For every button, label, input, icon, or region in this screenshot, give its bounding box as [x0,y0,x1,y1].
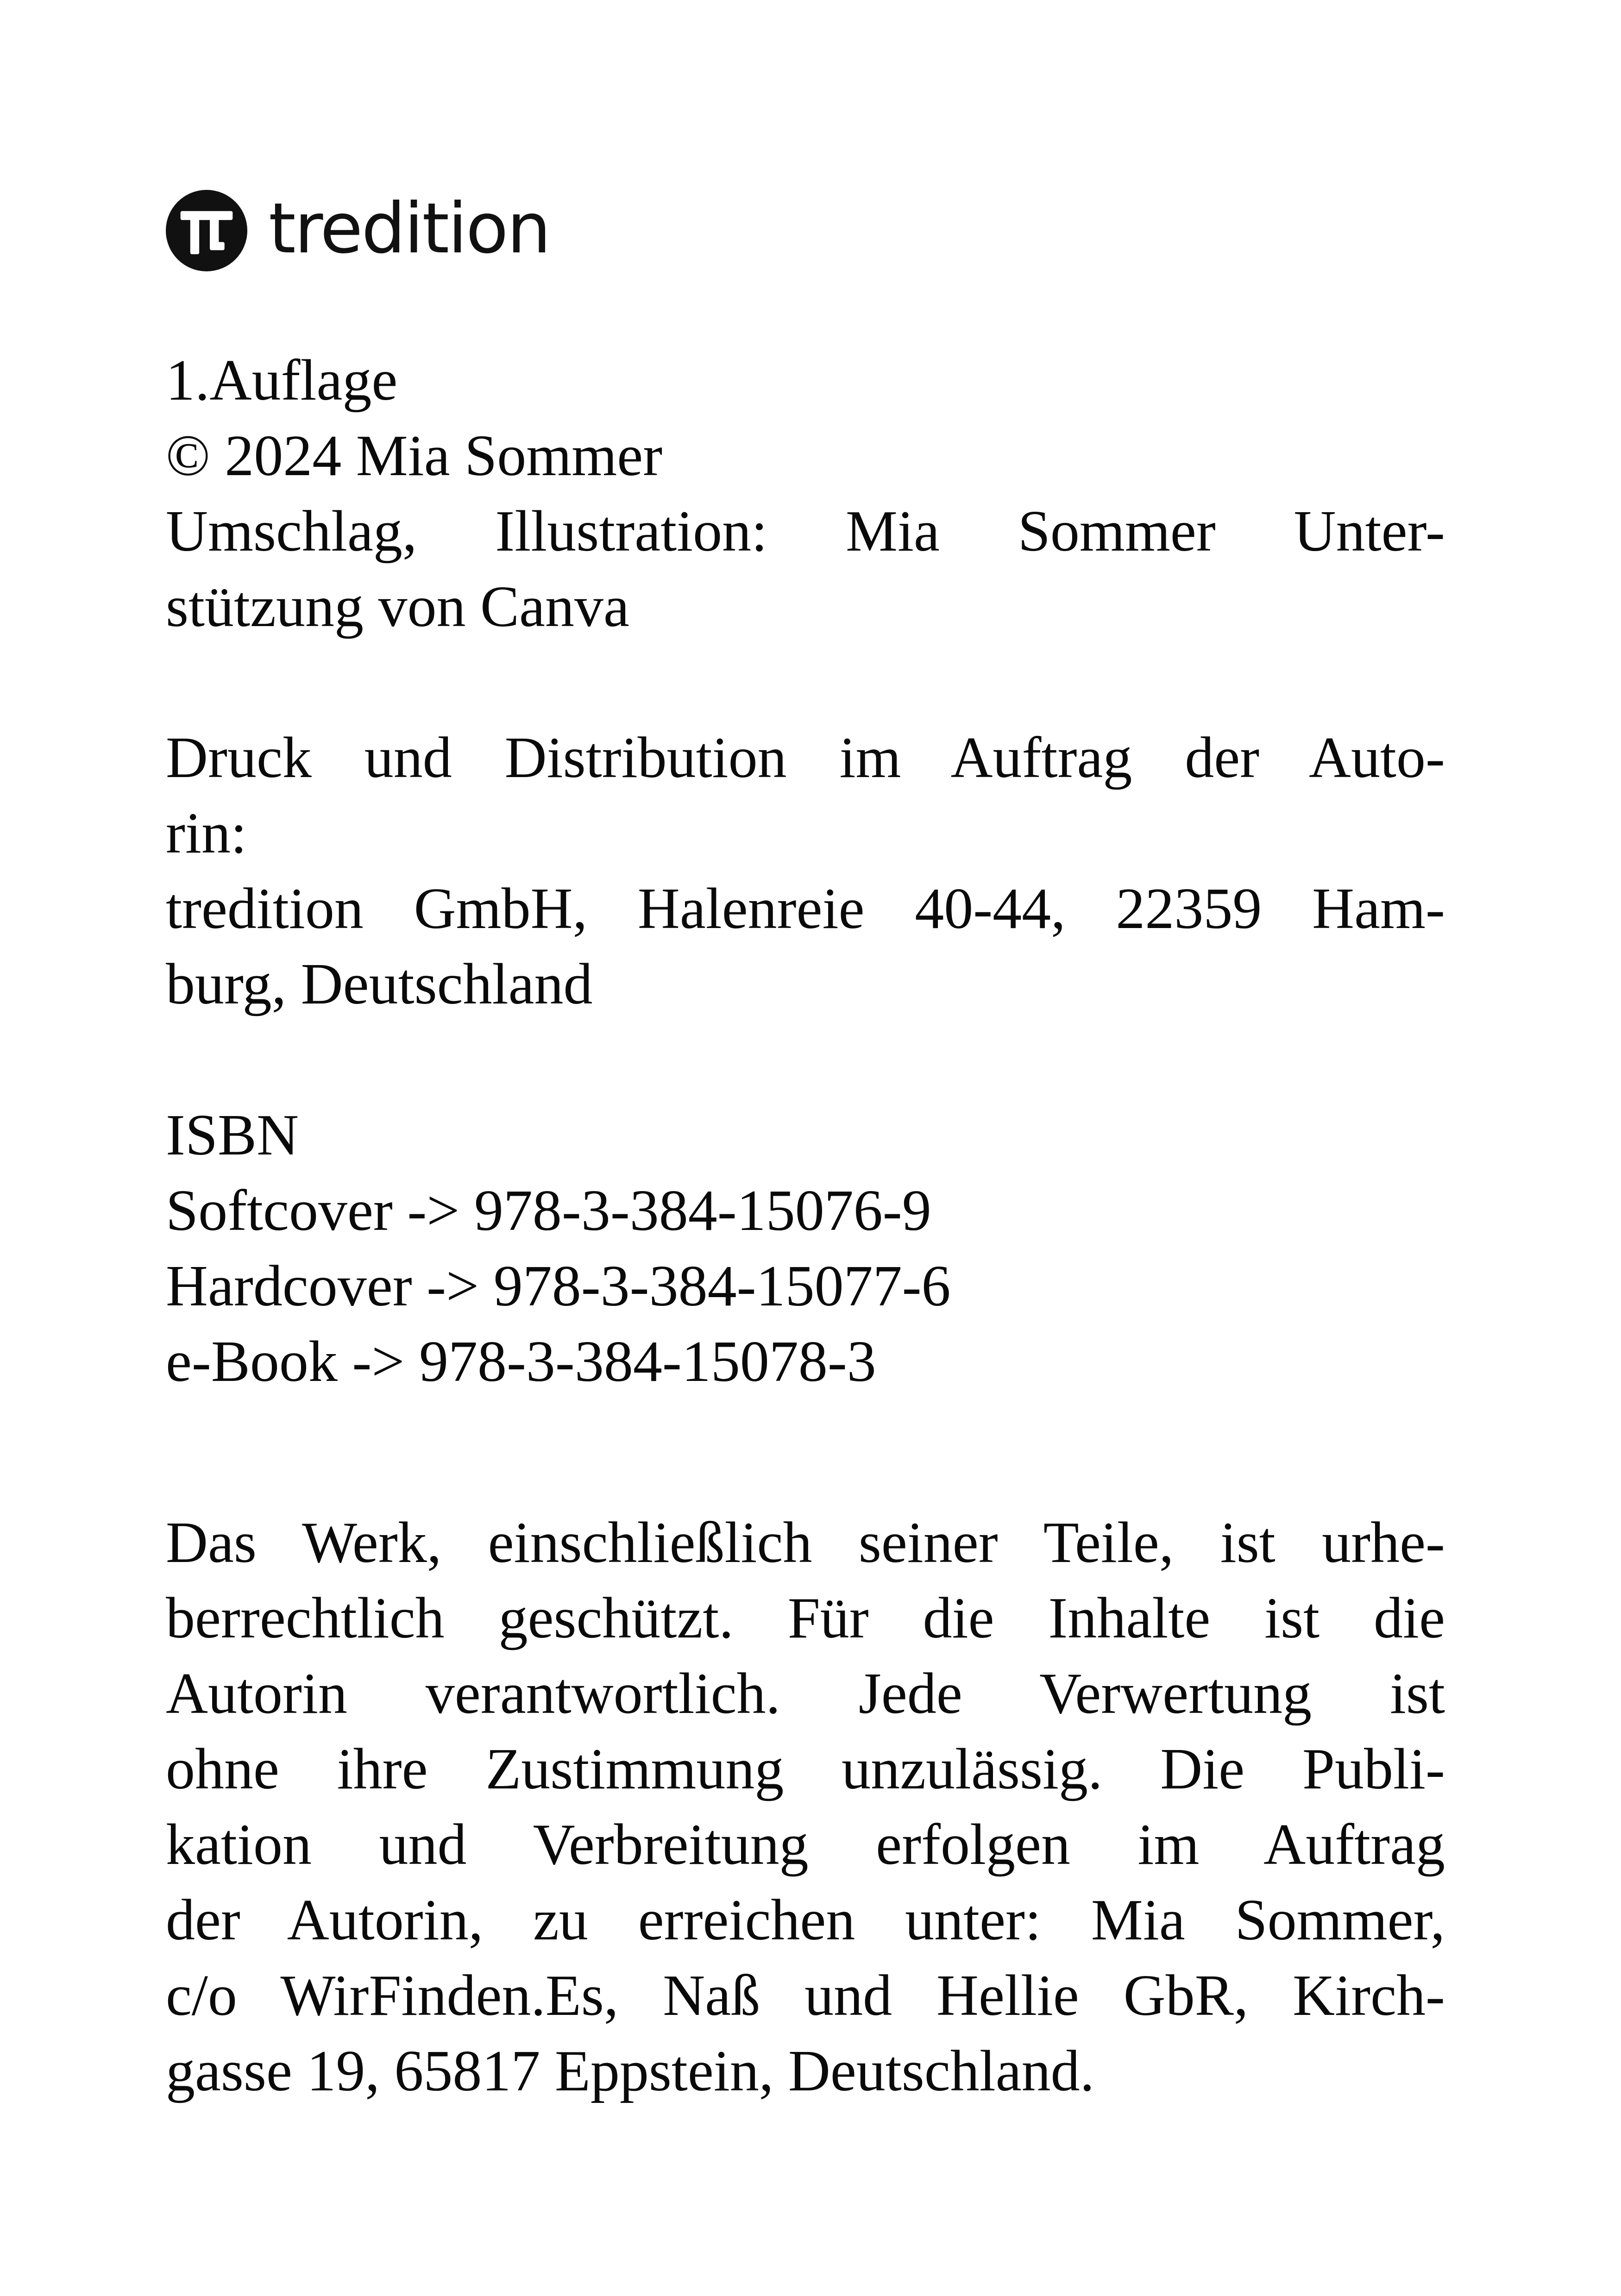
publisher-logo [166,189,550,272]
isbn-softcover: Softcover -> 978-3-384-15076-9 [166,1179,931,1243]
legal-line: der Autorin, zu erreichen unter: Mia Sommer, [166,1888,1445,1952]
legal-line: Autorin verantwortlich. Jede Verwertung ist [166,1662,1445,1726]
cover-credit-line-1: Umschlag, Illustration: Mia Sommer Unter- [166,499,1445,564]
print-line-4: burg, Deutschland [166,952,593,1016]
legal-line: c/o WirFinden.Es, Naß und Hellie GbR, Kirch- [166,1964,1445,2028]
legal-line: berrechtlich geschützt. Für die Inhalte ist die [166,1586,1445,1650]
tredition-logo-icon [166,190,247,271]
print-line-2: rin: [166,801,247,866]
imprint-content [166,343,1445,2109]
copyright-line: © 2024 Mia Sommer [166,424,663,488]
legal-line: Das Werk, einschließlich seiner Teile, ist urhe- [166,1511,1445,1575]
legal-line: gasse 19, 65817 Eppstein, Deutschland. [166,2039,1095,2103]
isbn-ebook: e-Book -> 978-3-384-15078-3 [166,1330,876,1394]
edition-line: 1.Auflage [166,348,398,413]
legal-line: kation und Verbreitung erfolgen im Auftrag [166,1813,1445,1877]
isbn-hardcover: Hardcover -> 978-3-384-15077-6 [166,1254,951,1318]
print-line-3: tredition GmbH, Halenreie 40-44, 22359 Ham- [166,877,1445,941]
legal-paragraph [166,1505,1445,2109]
print-line-1: Druck und Distribution im Auftrag der Auto- [166,726,1445,790]
legal-line: ohne ihre Zustimmung unzulässig. Die Publi- [166,1737,1445,1801]
logo-wordmark: tredition [269,188,550,269]
cover-credit-line-2: stützung von Canva [166,575,629,639]
isbn-heading: ISBN [166,1103,299,1167]
